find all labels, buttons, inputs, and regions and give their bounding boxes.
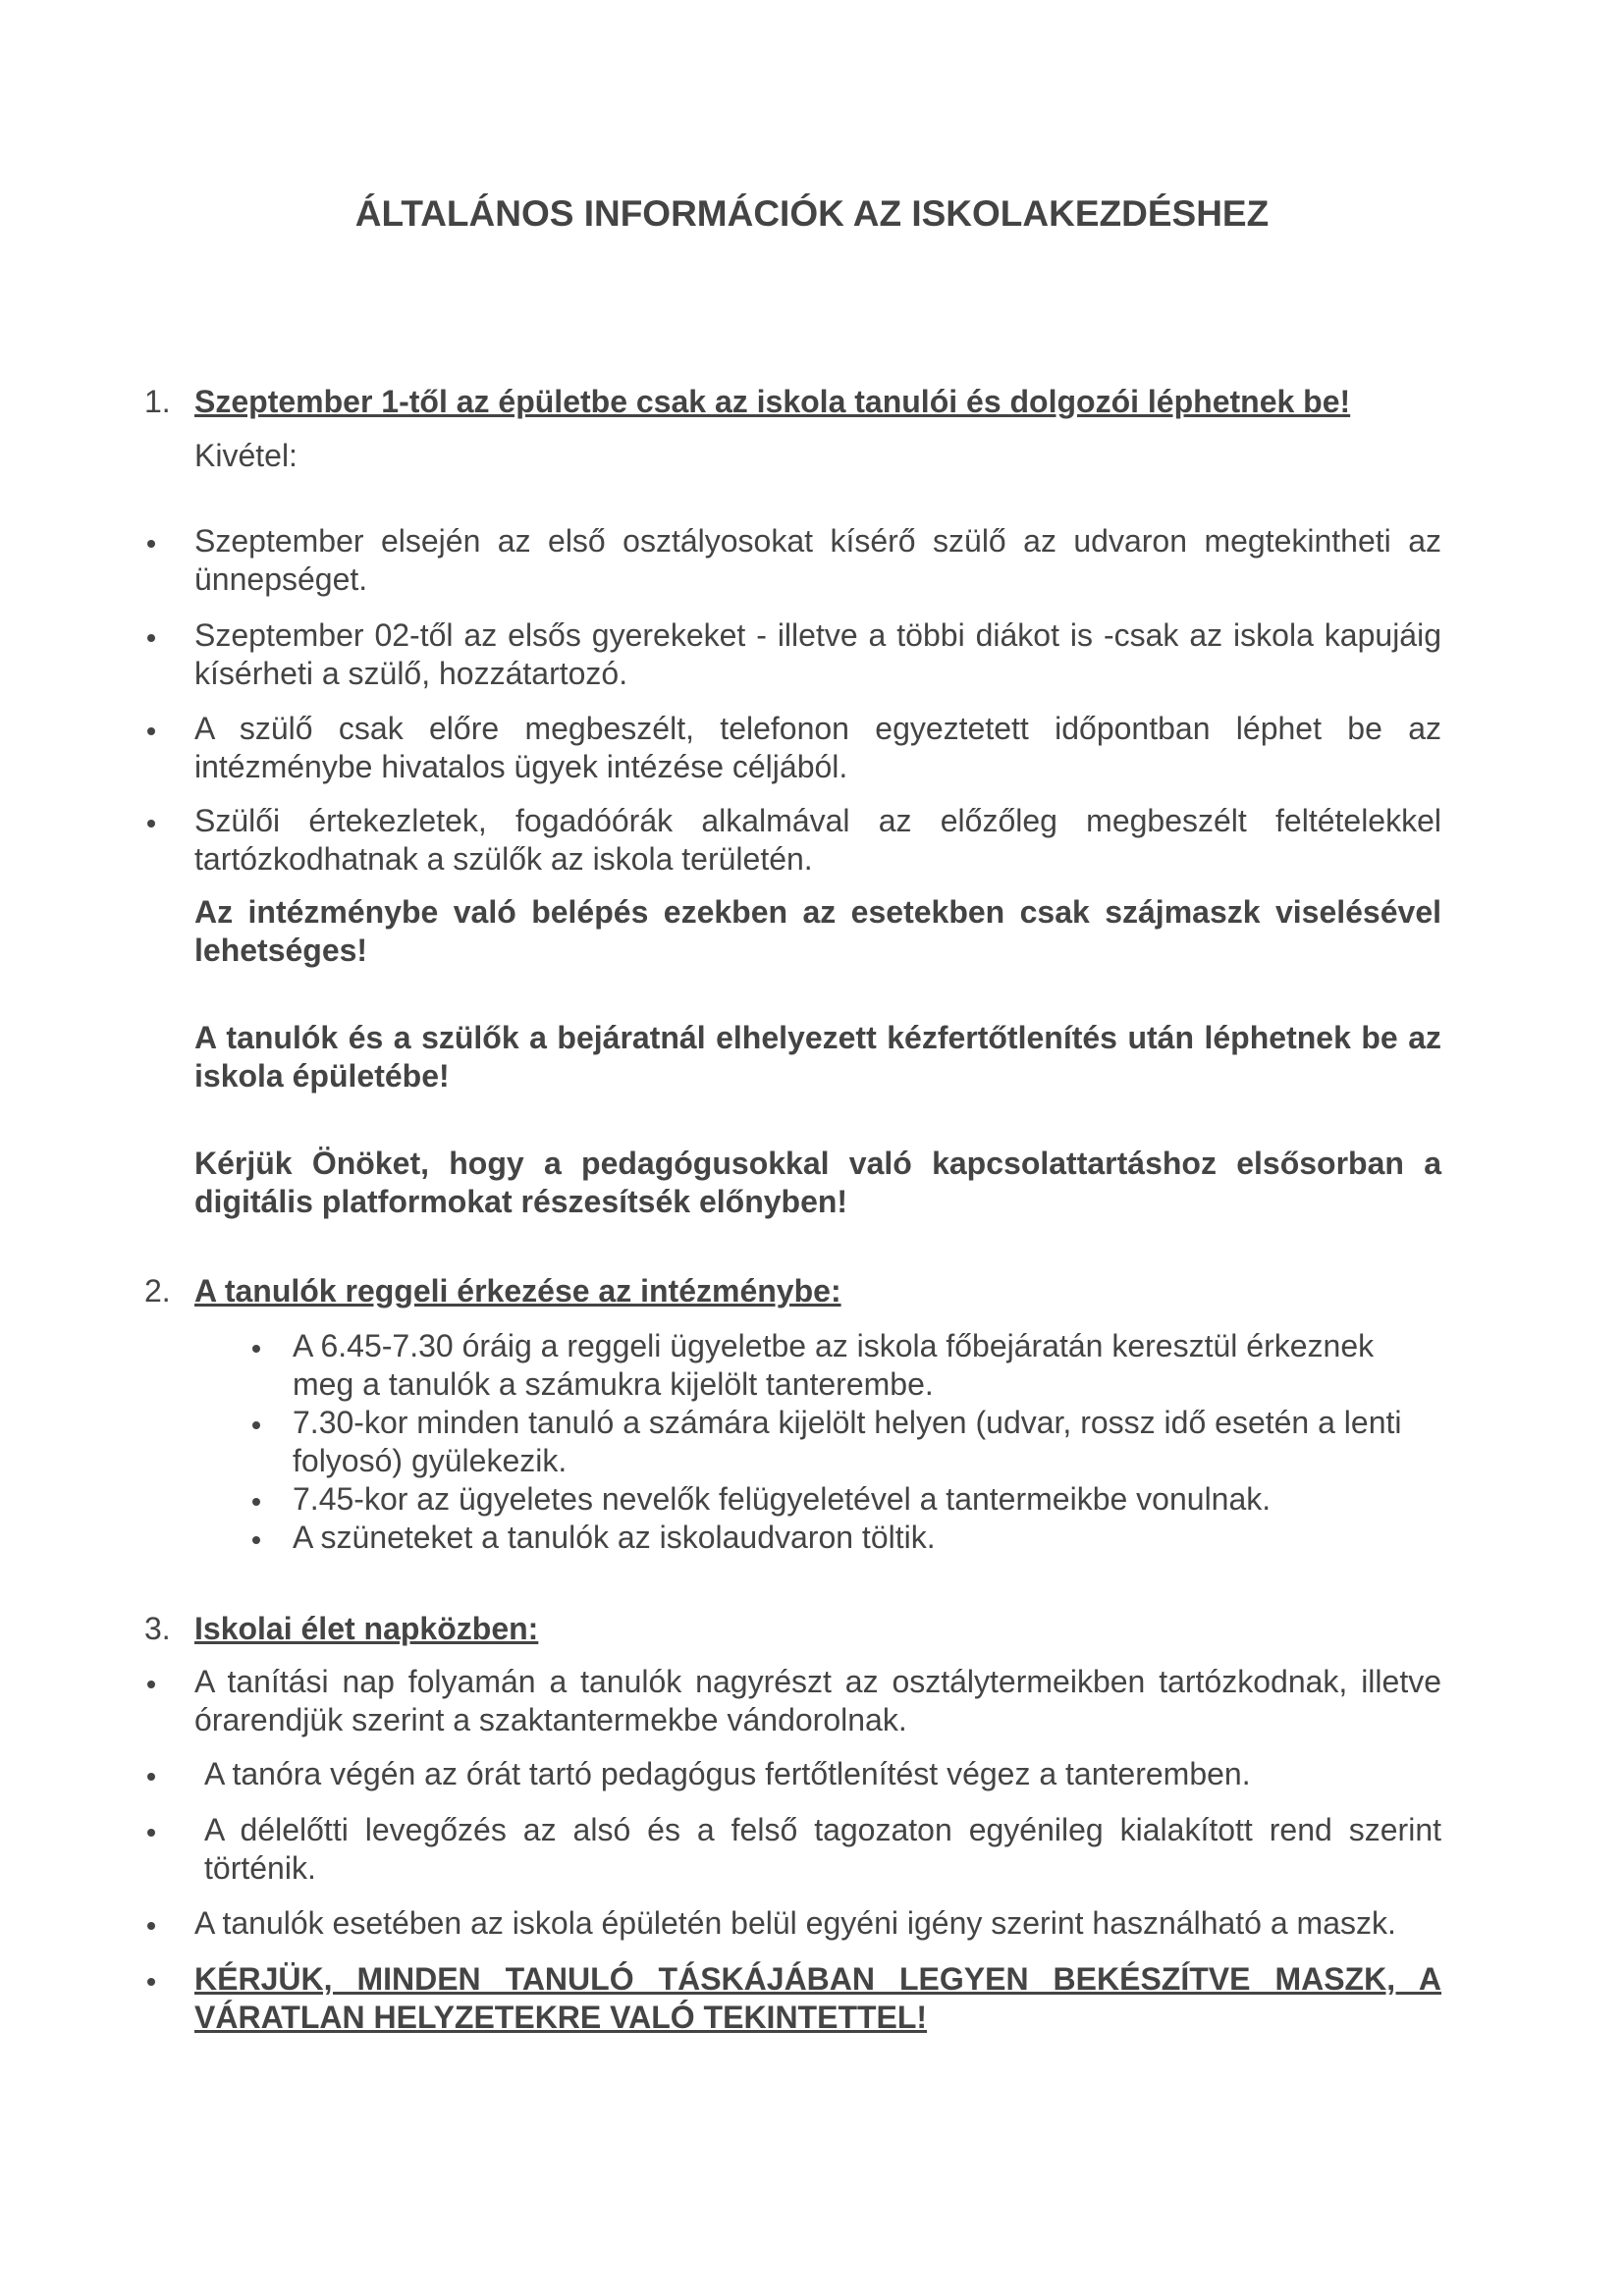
section-1-item: Szeptember elsején az első osztályosokat kísérő szülő az udvaron megtekintheti az ünnepséget. [194, 523, 1441, 597]
bullet-icon [147, 820, 155, 828]
bullet-icon [147, 540, 155, 548]
bullet-icon [252, 1536, 260, 1544]
notice-mask: Az intézménybe való belépés ezekben az esetekben csak szájmaszk viselésével lehetséges! [194, 894, 1441, 968]
bullet-icon [252, 1421, 260, 1429]
bullet-icon [147, 1829, 155, 1837]
section-1-number: 1. [144, 384, 171, 419]
bullet-icon [147, 1922, 155, 1930]
section-1-item: Szülői értekezletek, fogadóórák alkalmával az előzőleg megbeszélt feltételekkel tartózkodhatnak a szülők az iskola területén. [194, 803, 1441, 877]
section-3-item: A tanítási nap folyamán a tanulók nagyrészt az osztálytermeikben tartózkodnak, illetve órarendjük szerint a szaktantermekbe vándorolnak. [194, 1664, 1441, 1737]
section-1-item: A szülő csak előre megbeszélt, telefonon egyeztetett időpontban léphet be az intézménybe hivatalos ügyek intézése céljából. [194, 711, 1441, 784]
bullet-icon [252, 1498, 260, 1506]
section-3-item: A tanulók esetében az iskola épületén belül egyéni igény szerint használható a maszk. [194, 1905, 1396, 1941]
bullet-icon [147, 727, 155, 735]
notice-disinfection: A tanulók és a szülők a bejáratnál elhelyezett kézfertőtlenítés után léphetnek be az iskola épületébe! [194, 1020, 1441, 1094]
notice-digital-contact: Kérjük Önöket, hogy a pedagógusokkal való kapcsolattartáshoz elsősorban a digitális platformokat részesítsék előnyben! [194, 1146, 1441, 1219]
bullet-icon [147, 1978, 155, 1986]
bullet-icon [147, 1681, 155, 1688]
section-2-heading: A tanulók reggeli érkezése az intézménybe: [194, 1273, 841, 1308]
section-3-item: A délelőtti levegőzés az alsó és a felső tagozaton egyénileg kialakított rend szerint történik. [204, 1812, 1441, 1886]
section-3-item: A tanóra végén az órát tartó pedagógus fertőtlenítést végez a tanteremben. [204, 1756, 1251, 1791]
section-1-heading: Szeptember 1-től az épületbe csak az iskola tanulói és dolgozói léphetnek be! [194, 384, 1351, 419]
section-2-number: 2. [144, 1273, 171, 1308]
section-2-item: 7.30-kor minden tanuló a számára kijelölt helyen (udvar, rossz idő esetén a lenti folyosó) gyülekezik. [293, 1405, 1402, 1478]
section-1-item: Szeptember 02-től az elsős gyerekeket - illetve a többi diákot is -csak az iskola kapujáig kísérheti a szülő, hozzátartozó. [194, 617, 1441, 691]
section-2-item: A 6.45-7.30 óráig a reggeli ügyeletbe az iskola főbejáratán keresztül érkeznek meg a tanulók a számukra kijelölt tanterembe. [293, 1328, 1375, 1402]
section-2-item: A szüneteket a tanulók az iskolaudvaron töltik. [293, 1520, 936, 1555]
page-title: ÁLTALÁNOS INFORMÁCIÓK AZ ISKOLAKEZDÉSHEZ [354, 193, 1270, 234]
section-3-number: 3. [144, 1611, 171, 1646]
exception-label: Kivétel: [194, 438, 298, 473]
bullet-icon [147, 634, 155, 642]
section-3-item-mask-warning: KÉRJÜK, MINDEN TANULÓ TÁSKÁJÁBAN LEGYEN BEKÉSZÍTVE MASZK, A VÁRATLAN HELYZETEKRE VALÓ TEKINTETTEL! [194, 1961, 1441, 2035]
section-2-item: 7.45-kor az ügyeletes nevelők felügyeletével a tantermeikbe vonulnak. [293, 1481, 1272, 1517]
bullet-icon [147, 1773, 155, 1781]
section-3-heading: Iskolai élet napközben: [194, 1611, 539, 1646]
bullet-icon [252, 1345, 260, 1353]
